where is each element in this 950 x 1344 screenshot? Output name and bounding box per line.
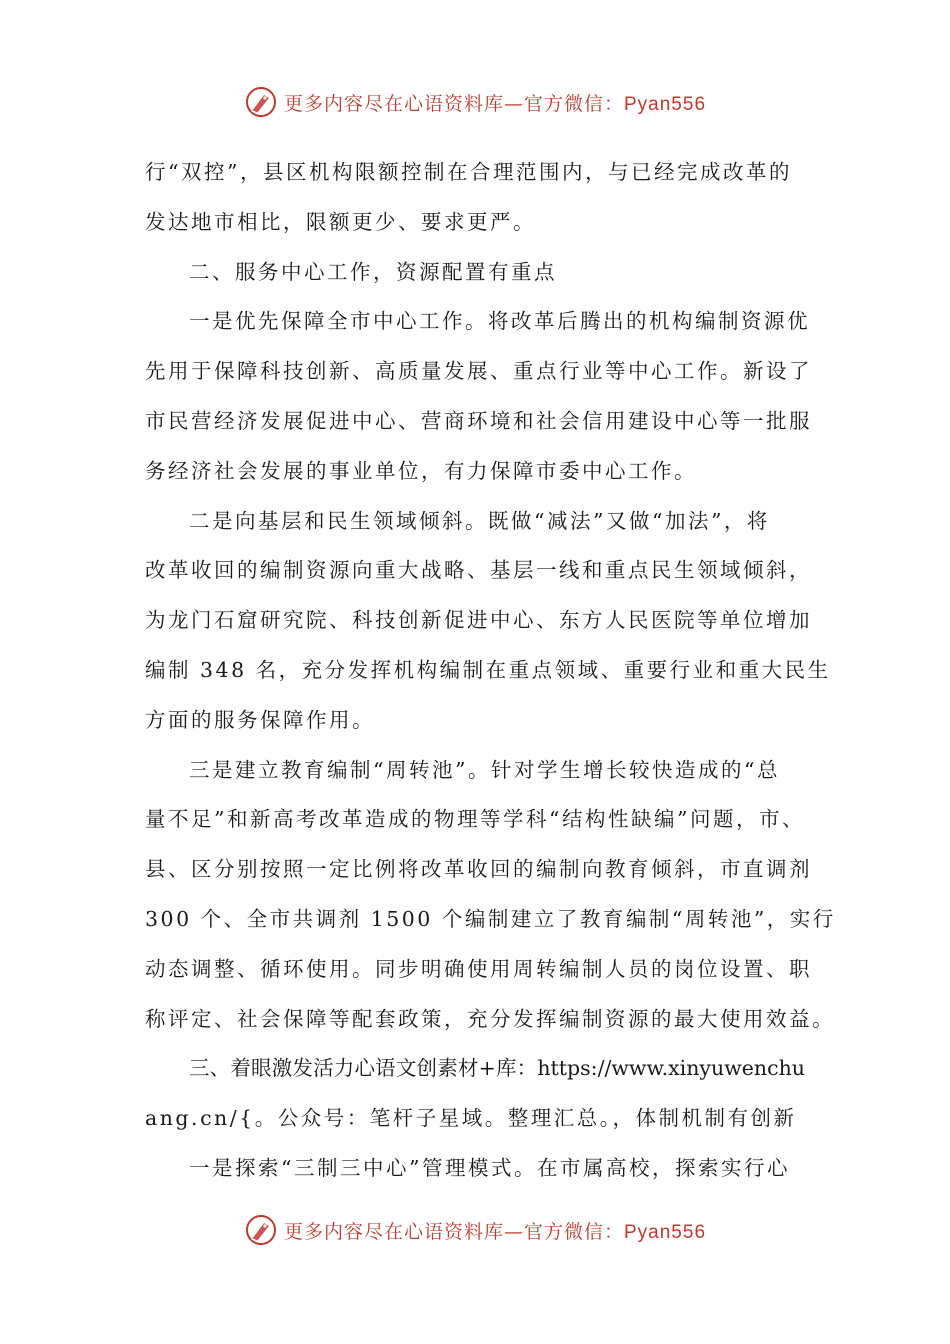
body-line: 三是建立教育编制“周转池”。针对学生增长较快造成的“总 [189, 757, 780, 782]
body-line: 市民营经济发展促进中心、营商环境和社会信用建设中心等一批服 [145, 408, 812, 433]
body-line: 县、区分别按照一定比例将改革收回的编制向教育倾斜，市直调剂 [145, 857, 812, 882]
document-body [145, 148, 836, 1194]
body-line: 务经济社会发展的事业单位，有力保障市委中心工作。 [145, 458, 697, 483]
header-banner-text: 更多内容尽在心语资料库—官方微信：Pyan556 [283, 92, 707, 115]
header-banner [0, 82, 950, 122]
body-line: 先用于保障科技创新、高质量发展、重点行业等中心工作。新设了 [145, 359, 812, 384]
pen-nib-icon [244, 1213, 278, 1247]
body-line: 一是优先保障全市中心工作。将改革后腾出的机构编制资源优 [189, 309, 810, 334]
body-line: 编制 348 名，充分发挥机构编制在重点领域、重要行业和重大民生 [145, 657, 831, 682]
body-line: 二是向基层和民生领域倾斜。既做“减法”又做“加法”，将 [189, 508, 770, 533]
section-heading: 二、服务中心工作，资源配置有重点 [189, 259, 557, 284]
body-line: 动态调整、循环使用。同步明确使用周转编制人员的岗位设置、职 [145, 956, 812, 981]
footer-banner-text: 更多内容尽在心语资料库—官方微信：Pyan556 [283, 1220, 707, 1243]
section-heading: 三、着眼激发活力心语文创素材+库：https://www.xinyuwenchu [189, 1056, 805, 1081]
footer-banner [0, 1210, 950, 1250]
body-line: 一是探索“三制三中心”管理模式。在市属高校，探索实行心 [189, 1155, 790, 1180]
body-line: 改革收回的编制资源向重大战略、基层一线和重点民生领域倾斜， [145, 558, 812, 583]
body-line: 行“双控”，县区机构限额控制在合理范围内，与已经完成改革的 [145, 160, 792, 184]
body-line: 量不足”和新高考改革造成的物理等学科“结构性缺编”问题，市、 [145, 807, 805, 832]
pen-nib-icon [244, 85, 278, 119]
body-line: 方面的服务保障作用。 [145, 707, 375, 732]
body-line: 发达地市相比，限额更少、要求更严。 [145, 209, 536, 234]
body-line: 称评定、社会保障等配套政策，充分发挥编制资源的最大使用效益。 [145, 1006, 835, 1031]
body-line: 为龙门石窟研究院、科技创新促进中心、东方人民医院等单位增加 [145, 608, 812, 633]
body-line: ang.cn/{。公众号：笔杆子星域。整理汇总。，体制机制有创新 [145, 1106, 797, 1131]
body-line: 300 个、全市共调剂 1500 个编制建立了教育编制“周转池”，实行 [145, 906, 836, 931]
